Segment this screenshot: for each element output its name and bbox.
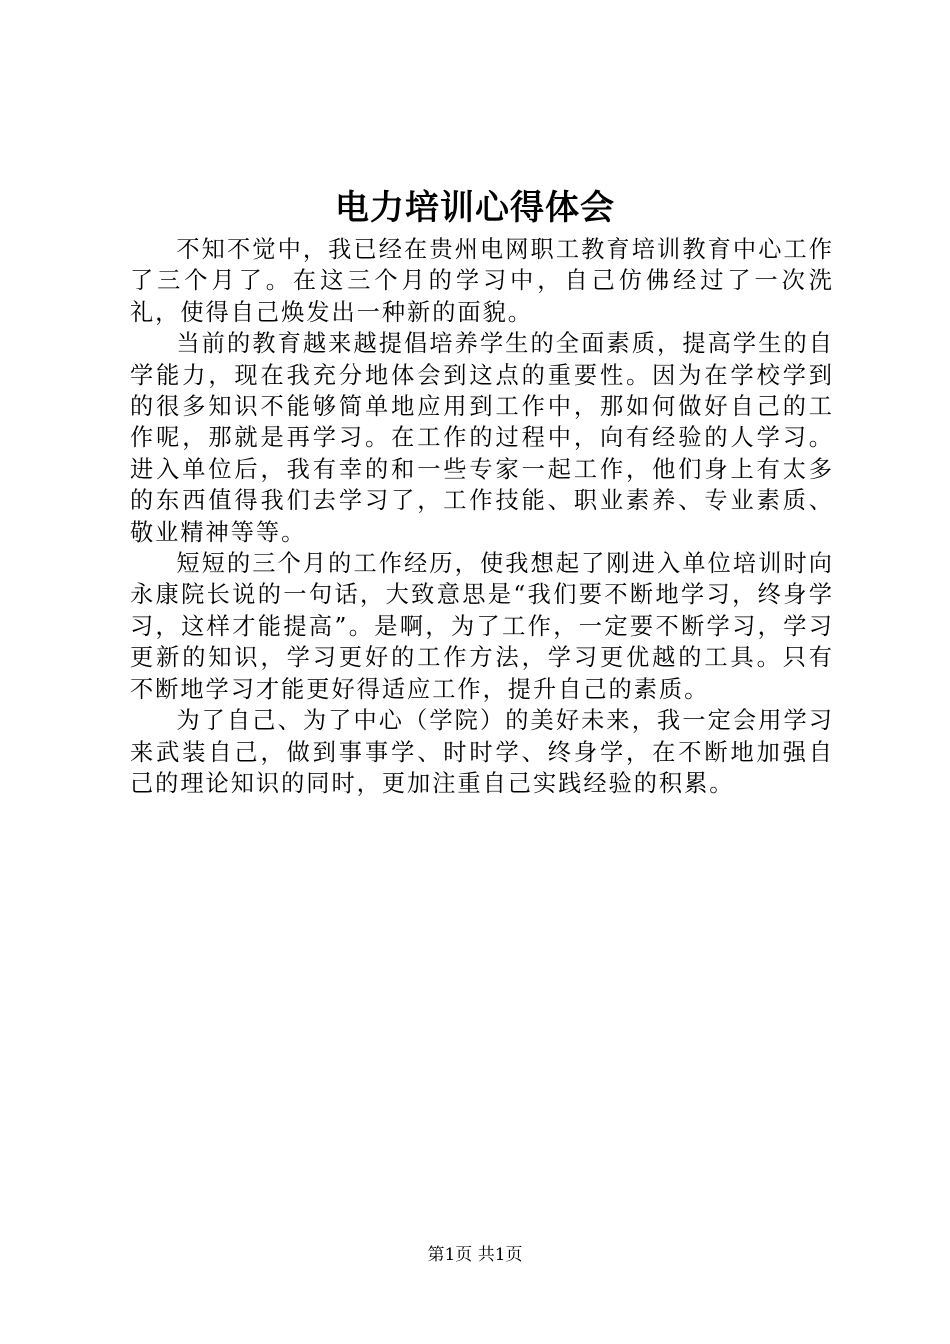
paragraph-4: 为了自己、为了中心（学院）的美好未来，我一定会用学习来武装自己，做到事事学、时时学、终身学，在不断地加强自己的理论知识的同时，更加注重自己实践经验的积累。 xyxy=(130,707,834,797)
paragraph-2: 当前的教育越来越提倡培养学生的全面素质，提高学生的自学能力，现在我充分地体会到这点的重要性。因为在学校学到的很多知识不能够简单地应用到工作中，那如何做好自己的工作呢，那就是再学习。在工作的过程中，向有经验的人学习。进入单位后，我有幸的和一些专家一起工作，他们身上有太多的东西值得我们去学习了，工作技能、职业素养、专业素质、敬业精神等等。 xyxy=(130,330,834,546)
paragraph-3: 短短的三个月的工作经历，使我想起了刚进入单位培训时向永康院长说的一句话，大致意思是“我们要不断地学习，终身学习，这样才能提高”。是啊，为了工作，一定要不断学习，学习更新的知识，学习更好的工作方法，学习更优越的工具。只有不断地学习才能更好得适应工作，提升自己的素质。 xyxy=(130,550,834,703)
document-title: 电力培训心得体会 xyxy=(335,188,615,228)
page-footer: 第1页 共1页 xyxy=(427,1245,523,1265)
document-body xyxy=(130,234,834,799)
paragraph-1: 不知不觉中，我已经在贵州电网职工教育培训教育中心工作了三个月了。在这三个月的学习中，自己仿佛经过了一次洗礼，使得自己焕发出一种新的面貌。 xyxy=(130,236,834,326)
